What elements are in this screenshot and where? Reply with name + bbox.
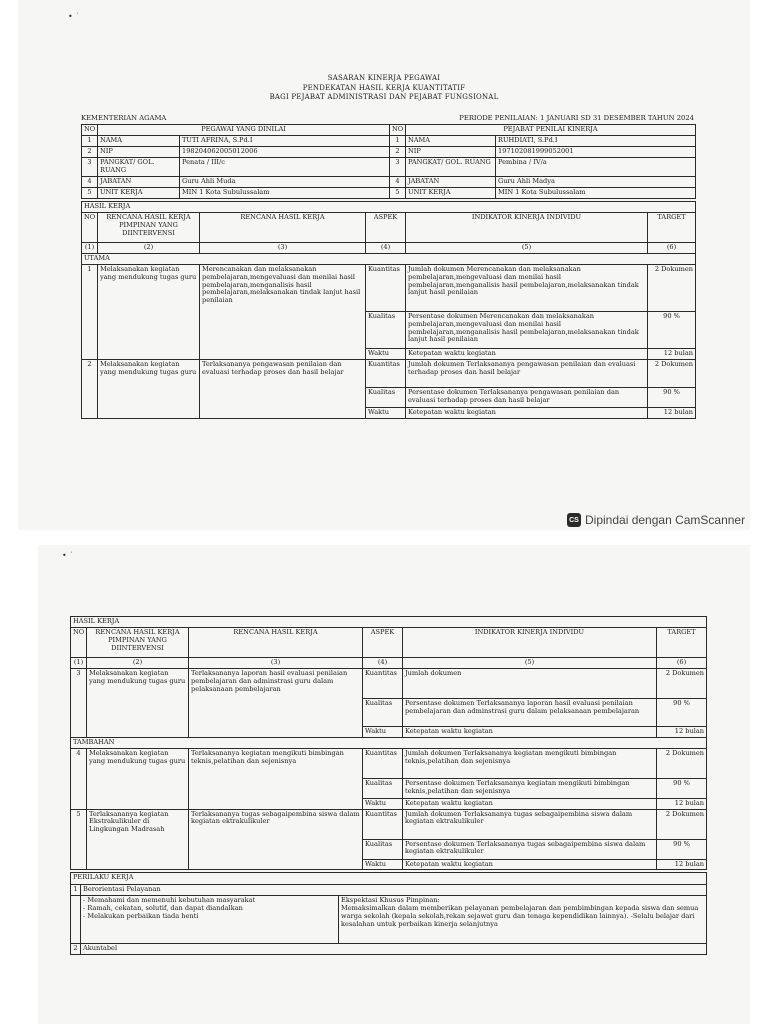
head-indikator: INDIKATOR KINERJA INDIVIDU bbox=[406, 212, 648, 242]
item-aspek: Kuantitas bbox=[363, 809, 403, 839]
item-aspek: Kualitas bbox=[366, 387, 406, 407]
item-target: 2 Dokumen bbox=[657, 748, 707, 778]
perilaku-points bbox=[81, 895, 339, 943]
item-rhk: Terlaksananya kegiatan mengikuti bimbingan teknis,pelatihan dan sejenisnya bbox=[189, 748, 363, 809]
col-number: (5) bbox=[406, 242, 648, 253]
item-pimpinan: Melaksanakan kegiatan yang mendukung tugas guru bbox=[98, 359, 200, 418]
item-target: 90 % bbox=[657, 839, 707, 859]
row-label: NIP bbox=[406, 146, 496, 157]
item-target: 12 bulan bbox=[648, 348, 696, 359]
section-utama: UTAMA bbox=[82, 253, 696, 264]
head-aspek: ASPEK bbox=[366, 212, 406, 242]
ekspektasi-label: Ekspektasi Khusus Pimpinan: bbox=[341, 895, 440, 904]
section-perilaku-kerja: PERILAKU KERJA bbox=[71, 873, 707, 885]
section-hasil-kerja: HASIL KERJA bbox=[71, 617, 707, 628]
item-aspek: Kuantitas bbox=[366, 264, 406, 311]
item-pimpinan: Melaksanakan kegiatan yang mendukung tugas guru bbox=[87, 748, 189, 809]
title-line-1: SASARAN KINERJA PEGAWAI bbox=[327, 74, 441, 82]
head-target: TARGET bbox=[648, 212, 696, 242]
title-line-2: PENDEKATAN HASIL KERJA KUANTITATIF bbox=[302, 84, 466, 92]
item-aspek: Kuantitas bbox=[363, 748, 403, 778]
row-label: PANGKAT/ GOL. RUANG bbox=[406, 157, 496, 176]
col-number: (4) bbox=[366, 242, 406, 253]
col-number: (2) bbox=[98, 242, 200, 253]
perilaku-point: - Memahami dan memenuhi kebutuhan masyarakat bbox=[83, 895, 256, 904]
row-no: 3 bbox=[82, 157, 98, 176]
item-indikator: Ketepatan waktu kegiatan bbox=[406, 407, 648, 418]
camscanner-watermark bbox=[567, 513, 745, 527]
item-target: 90 % bbox=[648, 311, 696, 348]
item-indikator: Ketepatan waktu kegiatan bbox=[406, 348, 648, 359]
row-label: NAMA bbox=[406, 135, 496, 146]
row-no: 5 bbox=[82, 187, 98, 198]
row-no: 1 bbox=[82, 135, 98, 146]
item-target: 2 Dokumen bbox=[648, 359, 696, 387]
section-hasil-kerja: HASIL KERJA bbox=[82, 202, 696, 213]
item-indikator: Jumlah dokumen Merencanakan dan melaksanakan pembelajaran,mengevaluasi dan menilai hasil pembelajaran,menganalisis hasil pembelajaran,melaksanakan tindak lanjut hasil penilaian bbox=[406, 264, 648, 311]
item-rhk: Terlaksananya tugas sebagaipembina siswa dalam kegiatan ektrakulikuler bbox=[189, 809, 363, 870]
item-aspek: Waktu bbox=[363, 726, 403, 737]
col-number: (1) bbox=[71, 657, 87, 668]
item-indikator: Ketepatan waktu kegiatan bbox=[403, 798, 657, 809]
row-no: 1 bbox=[390, 135, 406, 146]
perilaku-point: - Ramah, cekatan, solutif, dan dapat diandalkan bbox=[83, 903, 243, 912]
item-target: 2 Dokumen bbox=[657, 809, 707, 839]
head-aspek: ASPEK bbox=[363, 627, 403, 657]
col-no: NO bbox=[82, 125, 98, 136]
item-aspek: Waktu bbox=[366, 407, 406, 418]
pegawai-dinilai-head: PEGAWAI YANG DINILAI bbox=[98, 125, 390, 136]
perilaku-no: 2 bbox=[71, 943, 81, 954]
row-label: JABATAN bbox=[406, 176, 496, 187]
item-no: 5 bbox=[71, 809, 87, 870]
head-indikator: INDIKATOR KINERJA INDIVIDU bbox=[403, 627, 657, 657]
section-tambahan: TAMBAHAN bbox=[71, 737, 707, 748]
col-number: (4) bbox=[363, 657, 403, 668]
item-aspek: Kualitas bbox=[363, 778, 403, 798]
item-aspek: Kualitas bbox=[363, 839, 403, 859]
item-aspek: Kuantitas bbox=[366, 359, 406, 387]
item-target: 90 % bbox=[657, 698, 707, 726]
head-rhk-pimpinan: RENCANA HASIL KERJA PIMPINAN YANG DIINTERVENSI bbox=[98, 212, 200, 242]
item-no: 1 bbox=[82, 264, 98, 359]
scanned-page-2 bbox=[38, 545, 750, 1024]
item-target: 2 Dokumen bbox=[648, 264, 696, 311]
row-no: 4 bbox=[82, 176, 98, 187]
row-value: 198204062005012006 bbox=[180, 146, 390, 157]
item-pimpinan: Melaksanakan kegiatan yang mendukung tugas guru bbox=[98, 264, 200, 359]
perilaku-title: Akuntabel bbox=[81, 943, 707, 954]
item-target: 90 % bbox=[648, 387, 696, 407]
item-aspek: Kuantitas bbox=[363, 668, 403, 698]
item-aspek: Waktu bbox=[363, 859, 403, 870]
head-target: TARGET bbox=[657, 627, 707, 657]
item-aspek: Kualitas bbox=[363, 698, 403, 726]
item-target: 12 bulan bbox=[657, 726, 707, 737]
item-indikator: Ketepatan waktu kegiatan bbox=[403, 726, 657, 737]
item-indikator: Persentase dokumen Terlaksananya laporan hasil evaluasi penilaian pembelajaran dan adminstrasi guru dalam pelaksanaan pembelajaran bbox=[403, 698, 657, 726]
item-rhk: Terlaksananya pengawasan penilaian dan evaluasi terhadap proses dan hasil belajar bbox=[200, 359, 366, 418]
item-pimpinan: Terlaksananya kegiatan Ekstrakulikuler di Lingkungan Madrasah bbox=[87, 809, 189, 870]
item-target: 12 bulan bbox=[657, 798, 707, 809]
item-indikator: Jumlah dokumen Terlaksananya kegiatan mengikuti bimbingan teknis,pelatihan dan sejenisnya bbox=[403, 748, 657, 778]
item-target: 12 bulan bbox=[657, 859, 707, 870]
row-value: Pembina / IV/a bbox=[496, 157, 696, 176]
row-label: PANGKAT/ GOL. RUANG bbox=[98, 157, 180, 176]
head-no: NO bbox=[71, 627, 87, 657]
perilaku-point: - Melakukan perbaikan tiada henti bbox=[83, 911, 199, 920]
row-value: MIN 1 Kota Subulussalam bbox=[496, 187, 696, 198]
head-rhk: RENCANA HASIL KERJA bbox=[189, 627, 363, 657]
perilaku-no: 1 bbox=[71, 885, 81, 896]
item-no: 3 bbox=[71, 668, 87, 737]
col-number: (5) bbox=[403, 657, 657, 668]
col-number: (3) bbox=[200, 242, 366, 253]
row-value: Guru Ahli Muda bbox=[180, 176, 390, 187]
item-indikator: Jumlah dokumen bbox=[403, 668, 657, 698]
camscanner-logo-icon: CS bbox=[567, 513, 581, 527]
instansi-label: KEMENTERIAN AGAMA bbox=[81, 114, 167, 122]
item-pimpinan: Melaksanakan kegiatan yang mendukung tugas guru bbox=[87, 668, 189, 737]
identity-table bbox=[81, 124, 696, 199]
row-no: 5 bbox=[390, 187, 406, 198]
row-no: 2 bbox=[390, 146, 406, 157]
hasil-kerja-table-1 bbox=[81, 201, 696, 419]
scanned-page-1 bbox=[18, 0, 750, 530]
head-rhk-pimpinan: RENCANA HASIL KERJA PIMPINAN YANG DIINTERVENSI bbox=[87, 627, 189, 657]
row-no: 3 bbox=[390, 157, 406, 176]
row-label: NAMA bbox=[98, 135, 180, 146]
scan-speck: • ˙ bbox=[62, 551, 74, 560]
item-aspek: Kualitas bbox=[366, 311, 406, 348]
col-number: (6) bbox=[648, 242, 696, 253]
perilaku-title: Berorientasi Pelayanan bbox=[81, 885, 707, 896]
row-no: 4 bbox=[390, 176, 406, 187]
row-no: 2 bbox=[82, 146, 98, 157]
item-indikator: Persentase dokumen Merencanakan dan melaksanakan pembelajaran,mengevaluasi dan menilai hasil pembelajaran,menganalisis hasil pembelajaran,melaksanakan tindak lanjut hasil penilaian bbox=[406, 311, 648, 348]
head-rhk: RENCANA HASIL KERJA bbox=[200, 212, 366, 242]
periode-label: PERIODE PENILAIAN: 1 JANUARI SD 31 DESEMBER TAHUN 2024 bbox=[459, 114, 694, 122]
item-indikator: Persentase dokumen Terlaksananya pengawasan penilaian dan evaluasi terhadap proses dan hasil belajar bbox=[406, 387, 648, 407]
item-target: 90 % bbox=[657, 778, 707, 798]
row-value: Penata / III/c bbox=[180, 157, 390, 176]
perilaku-kerja-table bbox=[70, 872, 707, 955]
title-line-3: BAGI PEJABAT ADMINISTRASI DAN PEJABAT FUNGSIONAL bbox=[269, 93, 499, 101]
item-aspek: Waktu bbox=[366, 348, 406, 359]
item-rhk: Merencanakan dan melaksanakan pembelajaran,mengevaluasi dan menilai hasil pembelajaran,menganalisis hasil pembelajaran,melaksanakan tindak lanjut hasil penilaian bbox=[200, 264, 366, 359]
col-no: NO bbox=[390, 125, 406, 136]
item-no: 2 bbox=[82, 359, 98, 418]
row-label: UNIT KERJA bbox=[98, 187, 180, 198]
row-label: JABATAN bbox=[98, 176, 180, 187]
item-no: 4 bbox=[71, 748, 87, 809]
item-indikator: Jumlah dokumen Terlaksananya pengawasan penilaian dan evaluasi terhadap proses dan hasil belajar bbox=[406, 359, 648, 387]
item-target: 12 bulan bbox=[648, 407, 696, 418]
head-no: NO bbox=[82, 212, 98, 242]
row-value: RUHDIATI, S.Pd.I bbox=[496, 135, 696, 146]
row-label: UNIT KERJA bbox=[406, 187, 496, 198]
item-indikator: Ketepatan waktu kegiatan bbox=[403, 859, 657, 870]
col-number: (3) bbox=[189, 657, 363, 668]
ekspektasi-text: Memaksimalkan dalam memberikan pelayanan pembelajaran dan pembimbingan kepada siswa dan semua warga sekolah (kepala sekolah,rekan sejawat guru dan tenaga kependidikan lainnya). -Selalu belajar dari kesalahan untuk perbaikan kinerja selanjutnya bbox=[341, 903, 699, 928]
scan-speck: • ˙ bbox=[68, 12, 80, 21]
perilaku-spacer bbox=[71, 895, 81, 943]
item-indikator: Persentase dokumen Terlaksananya kegiatan mengikuti bimbingan teknis,pelatihan dan sejenisnya bbox=[403, 778, 657, 798]
col-number: (2) bbox=[87, 657, 189, 668]
item-indikator: Persentase dokumen Terlaksananya tugas sebagaipembina siswa dalam kegiatan ektrakulikuler bbox=[403, 839, 657, 859]
row-label: NIP bbox=[98, 146, 180, 157]
item-target: 2 Dokumen bbox=[657, 668, 707, 698]
item-aspek: Waktu bbox=[363, 798, 403, 809]
col-number: (6) bbox=[657, 657, 707, 668]
row-value: MIN 1 Kota Subulussalam bbox=[180, 187, 390, 198]
ekspektasi-cell bbox=[339, 895, 707, 943]
row-value: 197102081999052001 bbox=[496, 146, 696, 157]
pejabat-penilai-head: PEJABAT PENILAI KINERJA bbox=[406, 125, 696, 136]
col-number: (1) bbox=[82, 242, 98, 253]
row-value: Guru Ahli Madya bbox=[496, 176, 696, 187]
item-indikator: Jumlah dokumen Terlaksananya tugas sebagaipembina siswa dalam kegiatan ektrakulikuler bbox=[403, 809, 657, 839]
item-rhk: Terlaksananya laporan hasil evaluasi penilaian pembelajaran dan adminstrasi guru dalam pelaksanaan pembelajaran bbox=[189, 668, 363, 737]
hasil-kerja-table-2 bbox=[70, 616, 707, 870]
camscanner-text: Dipindai dengan CamScanner bbox=[585, 513, 746, 527]
row-value: TUTI AFRINA, S.Pd.I bbox=[180, 135, 390, 146]
